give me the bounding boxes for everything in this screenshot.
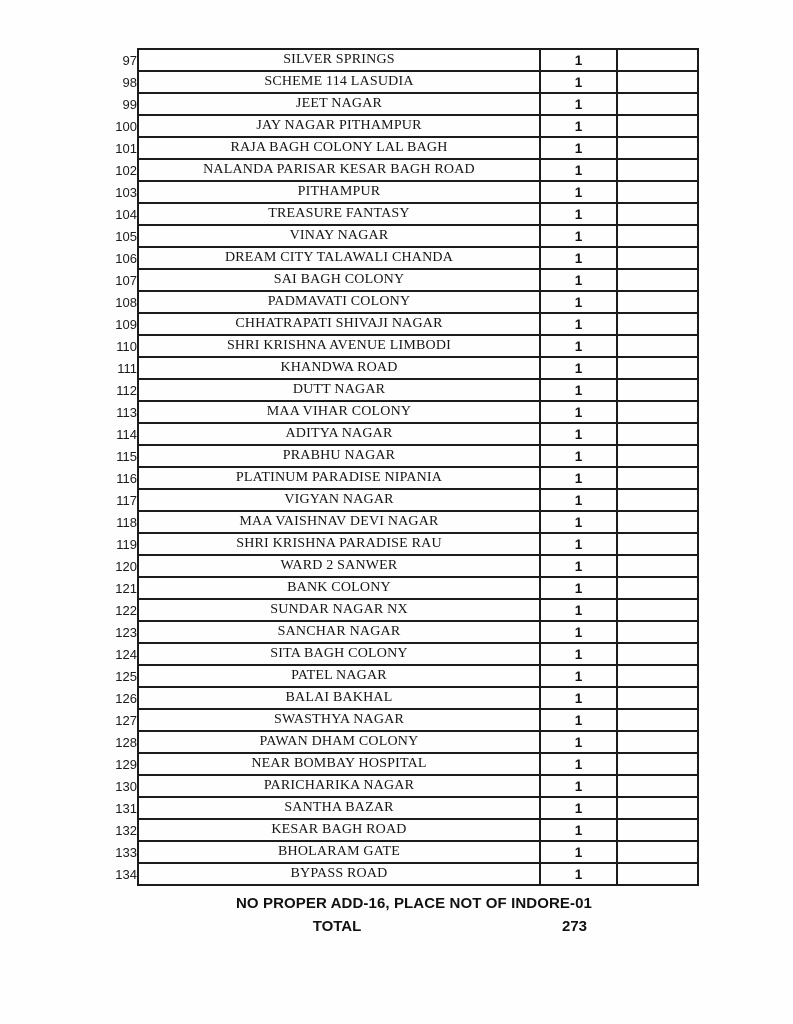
- place-name-cell: SCHEME 114 LASUDIA: [138, 71, 540, 93]
- blank-cell: [617, 379, 698, 401]
- place-name-cell: PAWAN DHAM COLONY: [138, 731, 540, 753]
- row-number: 101: [115, 140, 137, 156]
- table-row: [100, 687, 698, 709]
- place-name-cell: SHRI KRISHNA PARADISE RAU: [138, 533, 540, 555]
- row-number: 104: [115, 206, 137, 222]
- row-number: 120: [115, 558, 137, 574]
- total-value: 273: [561, 918, 588, 935]
- row-number: 99: [122, 96, 137, 112]
- table-row: [100, 643, 698, 665]
- table-row: [100, 137, 698, 159]
- row-number: 113: [116, 404, 137, 420]
- blank-cell: [617, 467, 698, 489]
- footer-note: NO PROPER ADD-16, PLACE NOT OF INDORE-01: [236, 895, 592, 912]
- table-row: [100, 753, 698, 775]
- row-number: 105: [115, 228, 137, 244]
- row-number: 125: [115, 668, 137, 684]
- row-number: 100: [115, 118, 137, 134]
- blank-cell: [617, 335, 698, 357]
- blank-cell: [617, 775, 698, 797]
- table-row: [100, 819, 698, 841]
- count-cell: 1: [540, 159, 617, 181]
- table-row: [100, 71, 698, 93]
- blank-cell: [617, 49, 698, 71]
- place-name-cell: BALAI BAKHAL: [138, 687, 540, 709]
- count-cell: 1: [540, 269, 617, 291]
- place-name-cell: SUNDAR NAGAR NX: [138, 599, 540, 621]
- blank-cell: [617, 445, 698, 467]
- row-number: 108: [115, 294, 137, 310]
- row-number: 119: [116, 536, 137, 552]
- count-cell: 1: [540, 555, 617, 577]
- table-row: [100, 159, 698, 181]
- row-number: 110: [116, 338, 137, 354]
- blank-cell: [617, 753, 698, 775]
- row-number: 116: [116, 470, 137, 486]
- count-cell: 1: [540, 841, 617, 863]
- place-name-cell: DREAM CITY TALAWALI CHANDA: [138, 247, 540, 269]
- count-cell: 1: [540, 181, 617, 203]
- count-cell: 1: [540, 335, 617, 357]
- count-cell: 1: [540, 621, 617, 643]
- row-number: 130: [115, 778, 137, 794]
- table-row: [100, 335, 698, 357]
- count-cell: 1: [540, 49, 617, 71]
- blank-cell: [617, 555, 698, 577]
- count-cell: 1: [540, 863, 617, 885]
- blank-cell: [617, 203, 698, 225]
- table-row: [100, 49, 698, 71]
- place-name-cell: BYPASS ROAD: [138, 863, 540, 885]
- count-cell: 1: [540, 313, 617, 335]
- table-row: [100, 93, 698, 115]
- row-number: 115: [116, 448, 137, 464]
- place-name-cell: VINAY NAGAR: [138, 225, 540, 247]
- table-row: [100, 313, 698, 335]
- blank-cell: [617, 511, 698, 533]
- count-cell: 1: [540, 445, 617, 467]
- blank-cell: [617, 313, 698, 335]
- row-number: 102: [115, 162, 137, 178]
- row-number: 107: [115, 272, 137, 288]
- place-name-cell: NEAR BOMBAY HOSPITAL: [138, 753, 540, 775]
- table-row: [100, 775, 698, 797]
- place-name-cell: CHHATRAPATI SHIVAJI NAGAR: [138, 313, 540, 335]
- count-cell: 1: [540, 379, 617, 401]
- table-row: [100, 797, 698, 819]
- blank-cell: [617, 159, 698, 181]
- place-name-cell: SILVER SPRINGS: [138, 49, 540, 71]
- row-number: 117: [116, 492, 137, 508]
- place-name-cell: SAI BAGH COLONY: [138, 269, 540, 291]
- place-name-cell: SWASTHYA NAGAR: [138, 709, 540, 731]
- table-row: [100, 291, 698, 313]
- place-name-cell: PADMAVATI COLONY: [138, 291, 540, 313]
- table-row: [100, 401, 698, 423]
- place-name-cell: BHOLARAM GATE: [138, 841, 540, 863]
- row-number: 109: [115, 316, 137, 332]
- blank-cell: [617, 841, 698, 863]
- blank-cell: [617, 819, 698, 841]
- row-number: 111: [117, 360, 137, 376]
- table-row: [100, 467, 698, 489]
- blank-cell: [617, 863, 698, 885]
- row-number: 132: [115, 822, 137, 838]
- count-cell: 1: [540, 533, 617, 555]
- blank-cell: [617, 731, 698, 753]
- row-number: 126: [115, 690, 137, 706]
- table-row: [100, 247, 698, 269]
- table-row: [100, 621, 698, 643]
- count-cell: 1: [540, 467, 617, 489]
- count-cell: 1: [540, 137, 617, 159]
- table-row: [100, 533, 698, 555]
- table-row: [100, 863, 698, 885]
- blank-cell: [617, 401, 698, 423]
- row-number: 129: [115, 756, 137, 772]
- row-number: 127: [115, 712, 137, 728]
- count-cell: 1: [540, 731, 617, 753]
- row-number: 118: [116, 514, 137, 530]
- count-cell: 1: [540, 203, 617, 225]
- table-row: [100, 203, 698, 225]
- table-row: [100, 489, 698, 511]
- count-cell: 1: [540, 489, 617, 511]
- table-row: [100, 181, 698, 203]
- place-name-cell: NALANDA PARISAR KESAR BAGH ROAD: [138, 159, 540, 181]
- blank-cell: [617, 687, 698, 709]
- row-number: 114: [116, 426, 137, 442]
- place-name-cell: DUTT NAGAR: [138, 379, 540, 401]
- place-name-cell: VIGYAN NAGAR: [138, 489, 540, 511]
- blank-cell: [617, 621, 698, 643]
- place-name-cell: JEET NAGAR: [138, 93, 540, 115]
- places-table-body: [100, 49, 698, 885]
- blank-cell: [617, 357, 698, 379]
- place-name-cell: PLATINUM PARADISE NIPANIA: [138, 467, 540, 489]
- place-name-cell: MAA VAISHNAV DEVI NAGAR: [138, 511, 540, 533]
- blank-cell: [617, 115, 698, 137]
- table-row: [100, 511, 698, 533]
- count-cell: 1: [540, 291, 617, 313]
- count-cell: 1: [540, 401, 617, 423]
- blank-cell: [617, 71, 698, 93]
- table-row: [100, 269, 698, 291]
- blank-cell: [617, 599, 698, 621]
- place-name-cell: ADITYA NAGAR: [138, 423, 540, 445]
- row-number: 112: [116, 382, 137, 398]
- table-row: [100, 225, 698, 247]
- place-name-cell: PITHAMPUR: [138, 181, 540, 203]
- count-cell: 1: [540, 775, 617, 797]
- blank-cell: [617, 269, 698, 291]
- blank-cell: [617, 423, 698, 445]
- blank-cell: [617, 709, 698, 731]
- place-name-cell: SITA BAGH COLONY: [138, 643, 540, 665]
- count-cell: 1: [540, 225, 617, 247]
- blank-cell: [617, 93, 698, 115]
- place-name-cell: KHANDWA ROAD: [138, 357, 540, 379]
- place-name-cell: PATEL NAGAR: [138, 665, 540, 687]
- count-cell: 1: [540, 665, 617, 687]
- blank-cell: [617, 489, 698, 511]
- place-name-cell: WARD 2 SANWER: [138, 555, 540, 577]
- row-number: 103: [115, 184, 137, 200]
- blank-cell: [617, 291, 698, 313]
- blank-cell: [617, 665, 698, 687]
- count-cell: 1: [540, 643, 617, 665]
- table-row: [100, 445, 698, 467]
- count-cell: 1: [540, 577, 617, 599]
- place-name-cell: JAY NAGAR PITHAMPUR: [138, 115, 540, 137]
- place-name-cell: TREASURE FANTASY: [138, 203, 540, 225]
- place-name-cell: PRABHU NAGAR: [138, 445, 540, 467]
- count-cell: 1: [540, 687, 617, 709]
- row-number: 124: [115, 646, 137, 662]
- row-number: 123: [115, 624, 137, 640]
- total-label: TOTAL: [312, 918, 362, 935]
- row-number: 128: [115, 734, 137, 750]
- place-name-cell: MAA VIHAR COLONY: [138, 401, 540, 423]
- row-number: 122: [115, 602, 137, 618]
- blank-cell: [617, 577, 698, 599]
- place-name-cell: SANCHAR NAGAR: [138, 621, 540, 643]
- count-cell: 1: [540, 93, 617, 115]
- table-row: [100, 731, 698, 753]
- table-row: [100, 423, 698, 445]
- table-row: [100, 599, 698, 621]
- place-name-cell: SHRI KRISHNA AVENUE LIMBODI: [138, 335, 540, 357]
- row-number: 97: [122, 52, 137, 68]
- places-table: [100, 48, 699, 886]
- count-cell: 1: [540, 753, 617, 775]
- place-name-cell: PARICHARIKA NAGAR: [138, 775, 540, 797]
- blank-cell: [617, 225, 698, 247]
- place-name-cell: RAJA BAGH COLONY LAL BAGH: [138, 137, 540, 159]
- table-row: [100, 577, 698, 599]
- blank-cell: [617, 181, 698, 203]
- table-row: [100, 357, 698, 379]
- row-number: 134: [115, 866, 137, 882]
- place-name-cell: SANTHA BAZAR: [138, 797, 540, 819]
- count-cell: 1: [540, 247, 617, 269]
- row-number: 98: [122, 74, 137, 90]
- row-number: 133: [115, 844, 137, 860]
- blank-cell: [617, 137, 698, 159]
- count-cell: 1: [540, 423, 617, 445]
- count-cell: 1: [540, 115, 617, 137]
- count-cell: 1: [540, 599, 617, 621]
- blank-cell: [617, 643, 698, 665]
- count-cell: 1: [540, 357, 617, 379]
- count-cell: 1: [540, 71, 617, 93]
- blank-cell: [617, 797, 698, 819]
- blank-cell: [617, 533, 698, 555]
- count-cell: 1: [540, 819, 617, 841]
- place-name-cell: KESAR BAGH ROAD: [138, 819, 540, 841]
- row-number: 106: [115, 250, 137, 266]
- row-number: 131: [115, 800, 137, 816]
- table-row: [100, 379, 698, 401]
- row-number: 121: [115, 580, 137, 596]
- blank-cell: [617, 247, 698, 269]
- table-row: [100, 709, 698, 731]
- count-cell: 1: [540, 511, 617, 533]
- count-cell: 1: [540, 709, 617, 731]
- table-row: [100, 841, 698, 863]
- table-row: [100, 665, 698, 687]
- table-row: [100, 115, 698, 137]
- count-cell: 1: [540, 797, 617, 819]
- table-row: [100, 555, 698, 577]
- place-name-cell: BANK COLONY: [138, 577, 540, 599]
